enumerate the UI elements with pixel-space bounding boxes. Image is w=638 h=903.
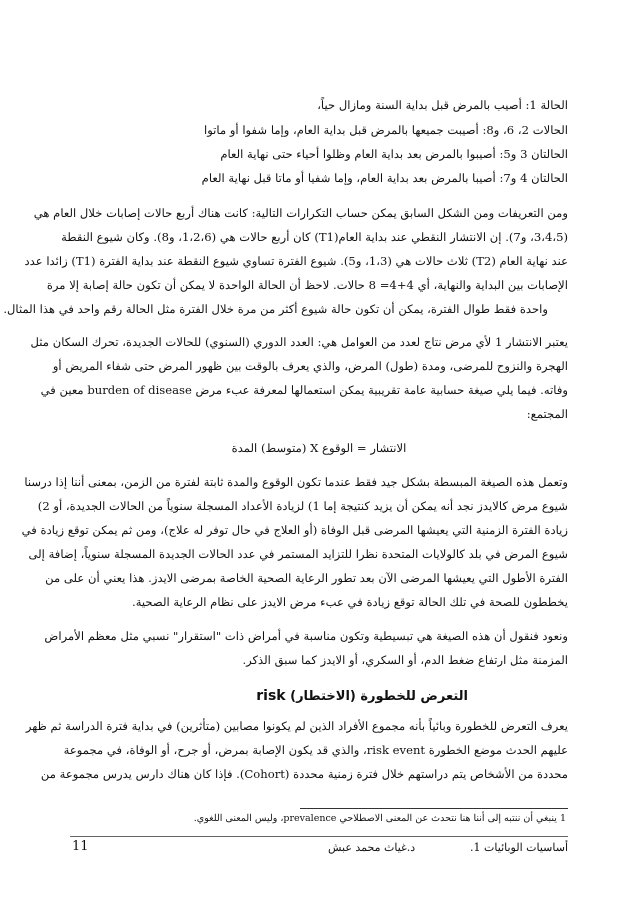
paragraph-line: عند نهاية العام (T2) ثلاث حالات هي (1،3، و5). شيوع الفترة تساوي شيوع النقطة عند بداية الفترة (T1) زائدا عدد (24, 254, 568, 268)
paragraph-line: المزمنة مثل ارتفاع ضغط الدم، أو السكري، أو الايدز كما سبق الذكر. (242, 653, 568, 667)
footer-title: أساسيات الوبائيات 1. (470, 841, 568, 854)
paragraph-line: الفترة الأطول التي يعيشها المرضى الآن بعد تطور الرعاية الصحية الخاصة بمرضى الايدز. هذا يعني أن على من (45, 571, 568, 585)
footer-author: د.غياث محمد عبش (328, 841, 416, 854)
paragraph-line: ومن التعريفات ومن الشكل السابق يمكن حساب التكرارات التالية: كانت هناك أربع حالات إصابات خلال العام هي (33, 206, 568, 220)
paragraph-line: واحدة فقط طوال الفترة، يمكن أن تكون حالة شيوع أكثر من مرة خلال الفترة مثل الحالة رقم واحد في هذا المثال. (3, 302, 548, 316)
paragraph-line: الإصابات بين البداية والنهاية، أي 4+4= 8 حالات. لاحظ أن الحالة الواحدة لا يمكن أن تكون حالة إصابة إلا مرة (46, 278, 568, 292)
paragraph-line: شيوع مرض كالايدز نجد أنه يمكن أن يزيد كنتيجة إما 1) لزيادة الأعداد المسجلة سنوياً من الحالات الجديدة، أو 2) (37, 499, 568, 513)
paragraph-line: (3،4،5، و7). إن الانتشار النقطي عند بداية العام(T1) كان أربع حالات هي (1،2،6، و8). وكان شيوع النقطة (61, 230, 568, 244)
paragraph-line: وفاته. فيما يلي صيغة حسابية عامة تقريبية يمكن استعمالها لمعرفة عبء مرض burden of disease معين في (40, 383, 568, 397)
paragraph-line: شيوع المرض في بلد كالولايات المتحدة نظرا للتزايد المستمر في عدد الحالات الجديدة المسجلة سنوياً، إضافة إلى (28, 547, 568, 561)
paragraph-line: يعتبر الانتشار 1 لأي مرض نتاج لعدد من العوامل هي: العدد الدوري (السنوي) للحالات الجديدة، تحرك السكان مثل (30, 335, 568, 349)
footnote-divider (300, 808, 568, 809)
paragraph-line: وتعمل هذه الصيغة المبسطة بشكل جيد فقط عندما تكون الوقوع والمدة ثابتة لفترة من الزمن، بمعنى أننا إذا درسنا (24, 475, 568, 489)
paragraph-line: عليهم الحدث موضع الخطورة risk event، والذي قد يكون الإصابة بمرض، أو جرح، أو الوفاة، في مجموعة (63, 743, 568, 757)
page-number: 11 (72, 839, 89, 854)
paragraph-line: محددة من الأشخاص يتم دراستهم خلال فترة زمنية محددة (Cohort). فإذا كان هناك دارس يدرس مجموعة من (40, 767, 568, 781)
case-line: الحالتان 3 و5: أصيبوا بالمرض بعد بداية العام وظلوا أحياء حتى نهاية العام (220, 147, 568, 161)
paragraph-line: يخططون للصحة في تلك الحالة توقع زيادة في عبء مرض الايدز على نظام الرعاية الصحية. (132, 595, 568, 609)
section-heading-text: التعرض للخطورة (الاختطار) (290, 689, 468, 704)
section-heading-en: risk (256, 688, 286, 704)
paragraph-line: المجتمع: (526, 407, 568, 421)
paragraph-line: الهجرة والنزوح للمرضى، ومدة (طول) المرض، والذي يعرف بالوقت بين ظهور المرض حتى شفاء المريض أو (52, 359, 568, 373)
formula: الانتشار = الوقوع X (متوسط) المدة (231, 441, 407, 455)
paragraph-line: يعرف التعرض للخطورة وبائياً بأنه مجموع الأفراد الذين لم يكونوا مصابين (متأثرين) في بداية فترة الدراسة ثم ظهر (25, 719, 568, 733)
footnote: 1 ينبغي أن ننتبه إلى أننا هنا نتحدث عن المعنى الاصطلاحي prevalence، وليس المعنى اللغوي. (193, 813, 566, 824)
section-heading (256, 688, 468, 704)
paragraph-line: ونعود فنقول أن هذه الصيغة هي تبسيطية وتكون مناسبة في أمراض ذات "استقرار" نسبي مثل معظم الأمراض (44, 629, 568, 643)
paragraph-line: زيادة الفترة الزمنية التي يعيشها المرضى قبل الوفاة (أو العلاج في حال توفر له علاج)، ومن ثم يمكن توقع زيادة في (21, 523, 568, 537)
page-footer (70, 836, 568, 857)
case-line: الحالات 2، 6، و8: أصيبت جميعها بالمرض قبل بداية العام، وإما شفوا أو ماتوا (203, 123, 568, 137)
case-line: الحالة 1: أصيب بالمرض قبل بداية السنة ومازال حياً، (317, 98, 568, 112)
case-line: الحالتان 4 و7: أصيبا بالمرض بعد بداية العام، وإما شفيا أو ماتا قبل نهاية العام (201, 171, 568, 185)
